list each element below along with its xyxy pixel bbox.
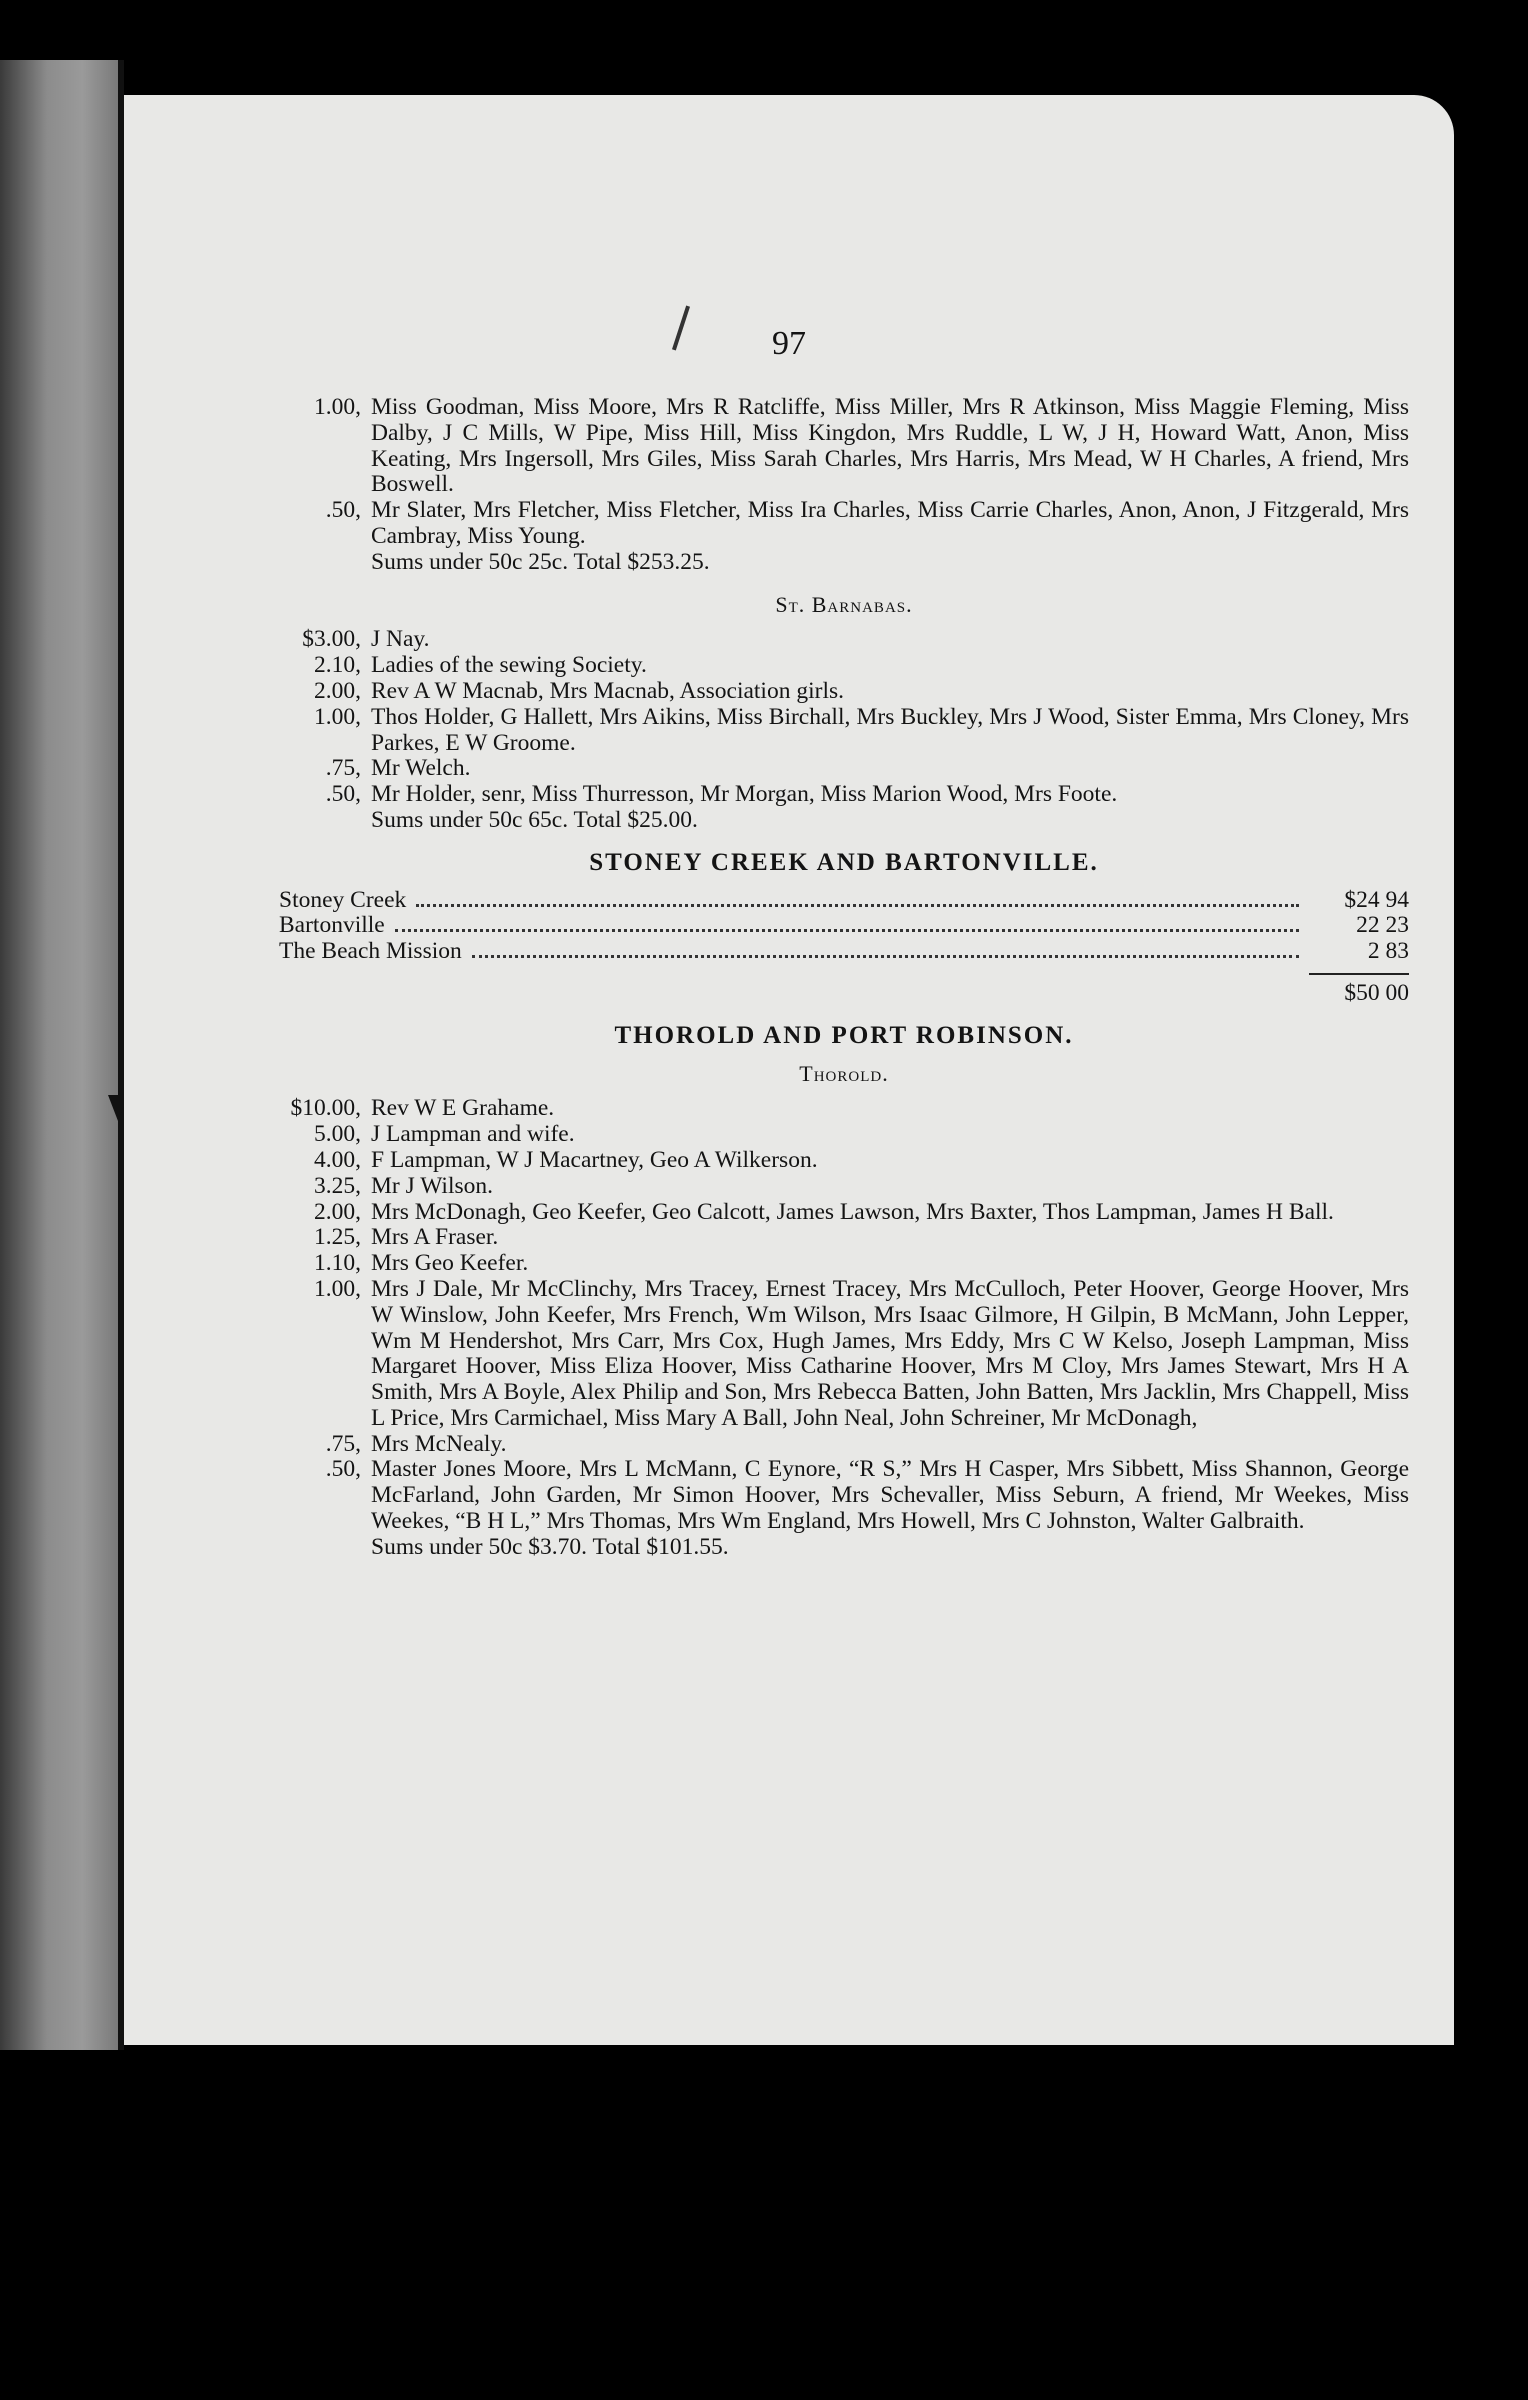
entry-amount: .50, <box>325 781 361 808</box>
entry-names: Ladies of the sewing Society. <box>371 652 647 679</box>
entry-names: Rev W E Grahame. <box>371 1095 555 1122</box>
entry-amount: .75, <box>325 1430 361 1457</box>
donation-entry <box>279 756 1409 782</box>
entry-names: Thos Holder, G Hallett, Mrs Aikins, Miss Birchall, Mrs Buckley, Mrs J Wood, Sister Emma, Mrs Cloney, Mrs Parkes, E W Groome. <box>371 703 1409 756</box>
donation-entry <box>279 1148 1409 1174</box>
entry-names: Mr J Wilson. <box>371 1172 494 1199</box>
donation-entry <box>279 1277 1409 1432</box>
entry-amount: $10.00, <box>290 1095 361 1122</box>
section-summary: Sums under 50c 65c. Total $25.00. <box>371 806 698 833</box>
donation-entry <box>279 1096 1409 1122</box>
entry-names: Mr Slater, Mrs Fletcher, Miss Fletcher, Miss Ira Charles, Miss Carrie Charles, Anon, Anon, J Fitzgerald, Mrs Cambray, Miss Young. <box>371 497 1409 549</box>
donation-entry <box>279 1432 1409 1458</box>
donation-entry <box>279 1122 1409 1148</box>
ledger-name: Bartonville <box>279 912 385 939</box>
donation-entry <box>279 627 1409 653</box>
parish-heading: STONEY CREEK AND BARTONVILLE. <box>589 848 1099 876</box>
donation-entry <box>279 498 1409 550</box>
page-text <box>279 395 1409 1561</box>
ledger-row <box>279 939 1409 965</box>
entry-amount: .50, <box>325 497 361 524</box>
donation-entry <box>279 1225 1409 1251</box>
leader-dots <box>416 904 1299 907</box>
donation-entry <box>279 1251 1409 1277</box>
ledger-name: The Beach Mission <box>279 938 462 965</box>
ledger-amount: 2 83 <box>1367 938 1409 965</box>
entry-names: Master Jones Moore, Mrs L McMann, C Eynore, “R S,” Mrs H Casper, Mrs Sibbett, Miss Shannon, George McFarland, John Garden, Mr Simon Hoover, Mrs Schevaller, Miss Seburn, A friend, Mr Weekes, Miss Weekes, “B H L,” Mrs Thomas, Mrs Wm England, Mrs Howell, Mrs C Johnston, Walter Galbraith. <box>371 1456 1409 1535</box>
entry-names: Mrs McNealy. <box>371 1430 507 1457</box>
entry-names: Rev A W Macnab, Mrs Macnab, Association girls. <box>371 677 844 704</box>
entry-names: Miss Goodman, Miss Moore, Mrs R Ratcliffe, Miss Miller, Mrs R Atkinson, Miss Maggie Fleming, Miss Dalby, J C Mills, W Pipe, Miss Hill, Miss Kingdon, Mrs Ruddle, L W, J H, Howard Watt, Anon, Miss Keating, Mrs Ingersoll, Mrs Giles, Miss Sarah Charles, Mrs Harris, Mrs Mead, W H Charles, A friend, Mrs Boswell. <box>371 394 1409 498</box>
donation-entry <box>279 1200 1409 1226</box>
donation-entry <box>279 782 1409 808</box>
entry-names: Mrs J Dale, Mr McClinchy, Mrs Tracey, Ernest Tracey, Mrs McCulloch, Peter Hoover, George Hoover, Mrs W Winslow, John Keefer, Mrs French, Wm Wilson, Mrs Isaac Gilmore, H Gilpin, B McMann, John Lepper, Wm M Hendershot, Mrs Carr, Mrs Cox, Hugh James, Mrs Eddy, Mrs C W Kelso, Joseph Lampman, Miss Margaret Hoover, Miss Eliza Hoover, Miss Catharine Hoover, Mrs M Cloy, Mrs James Stewart, Mrs H A Smith, Mrs A Boyle, Alex Philip and Son, Mrs Rebecca Batten, John Batten, Mrs Jacklin, Mrs Chappell, Miss L Price, Mrs Carmichael, Miss Mary A Ball, John Neal, John Schreiner, Mr McDonagh, <box>371 1275 1409 1431</box>
entry-names: J Nay. <box>371 626 430 653</box>
ledger-amount: $24 94 <box>1344 886 1409 913</box>
entry-amount: 5.00, <box>314 1121 361 1148</box>
entry-names: Mrs McDonagh, Geo Keefer, Geo Calcott, James Lawson, Mrs Baxter, Thos Lampman, James H Ball. <box>371 1198 1334 1225</box>
section-summary: Sums under 50c 25c. Total $253.25. <box>371 548 710 575</box>
total-rule <box>1309 973 1409 975</box>
entry-amount: 1.00, <box>314 394 361 420</box>
entry-amount: 3.25, <box>314 1172 361 1199</box>
section-continued <box>279 395 1409 576</box>
entry-names: Mr Welch. <box>371 755 471 782</box>
entry-amount: .75, <box>325 755 361 782</box>
entry-amount: 1.10, <box>314 1250 361 1277</box>
entry-amount: 2.00, <box>314 1198 361 1225</box>
ledger-amount: 22 23 <box>1356 912 1409 939</box>
entry-amount: .50, <box>325 1456 361 1483</box>
entry-amount: 1.25, <box>314 1224 361 1251</box>
page-number: 97 <box>772 325 806 362</box>
entry-amount: 4.00, <box>314 1146 361 1173</box>
leader-dots <box>472 955 1299 958</box>
entry-amount: 2.00, <box>314 677 361 704</box>
entry-amount: 2.10, <box>314 652 361 679</box>
donation-entry <box>279 1174 1409 1200</box>
donation-entry <box>279 679 1409 705</box>
entry-amount: $3.00, <box>302 626 361 653</box>
thorold-list <box>279 1096 1409 1560</box>
entry-names: F Lampman, W J Macartney, Geo A Wilkerson. <box>371 1146 818 1173</box>
parish-heading: THOROLD AND PORT ROBINSON. <box>614 1021 1074 1049</box>
ledger-table <box>279 888 1409 1007</box>
st-barnabas-list <box>279 627 1409 833</box>
ledger-row <box>279 888 1409 914</box>
entry-names: Mr Holder, senr, Miss Thurresson, Mr Morgan, Miss Marion Wood, Mrs Foote. <box>371 781 1118 808</box>
section-heading: Thorold. <box>799 1060 889 1086</box>
entry-amount: 1.00, <box>314 703 361 730</box>
leader-dots <box>395 929 1299 932</box>
ledger-name: Stoney Creek <box>279 886 407 913</box>
entry-amount: 1.00, <box>314 1275 361 1302</box>
donation-entry <box>279 653 1409 679</box>
adjacent-page-edge <box>0 60 118 2050</box>
ledger-total-row <box>279 981 1409 1007</box>
donation-entry <box>279 1457 1409 1534</box>
ledger-row <box>279 913 1409 939</box>
entry-names: J Lampman and wife. <box>371 1121 575 1148</box>
donation-entry <box>279 705 1409 757</box>
entry-names: Mrs A Fraser. <box>371 1224 499 1251</box>
entry-names: Mrs Geo Keefer. <box>371 1250 529 1277</box>
section-heading: St. Barnabas. <box>775 591 913 617</box>
donation-entry <box>279 395 1409 498</box>
book-page <box>124 95 1454 2045</box>
ledger-total: $50 00 <box>1344 979 1409 1006</box>
section-summary: Sums under 50c $3.70. Total $101.55. <box>371 1533 729 1560</box>
